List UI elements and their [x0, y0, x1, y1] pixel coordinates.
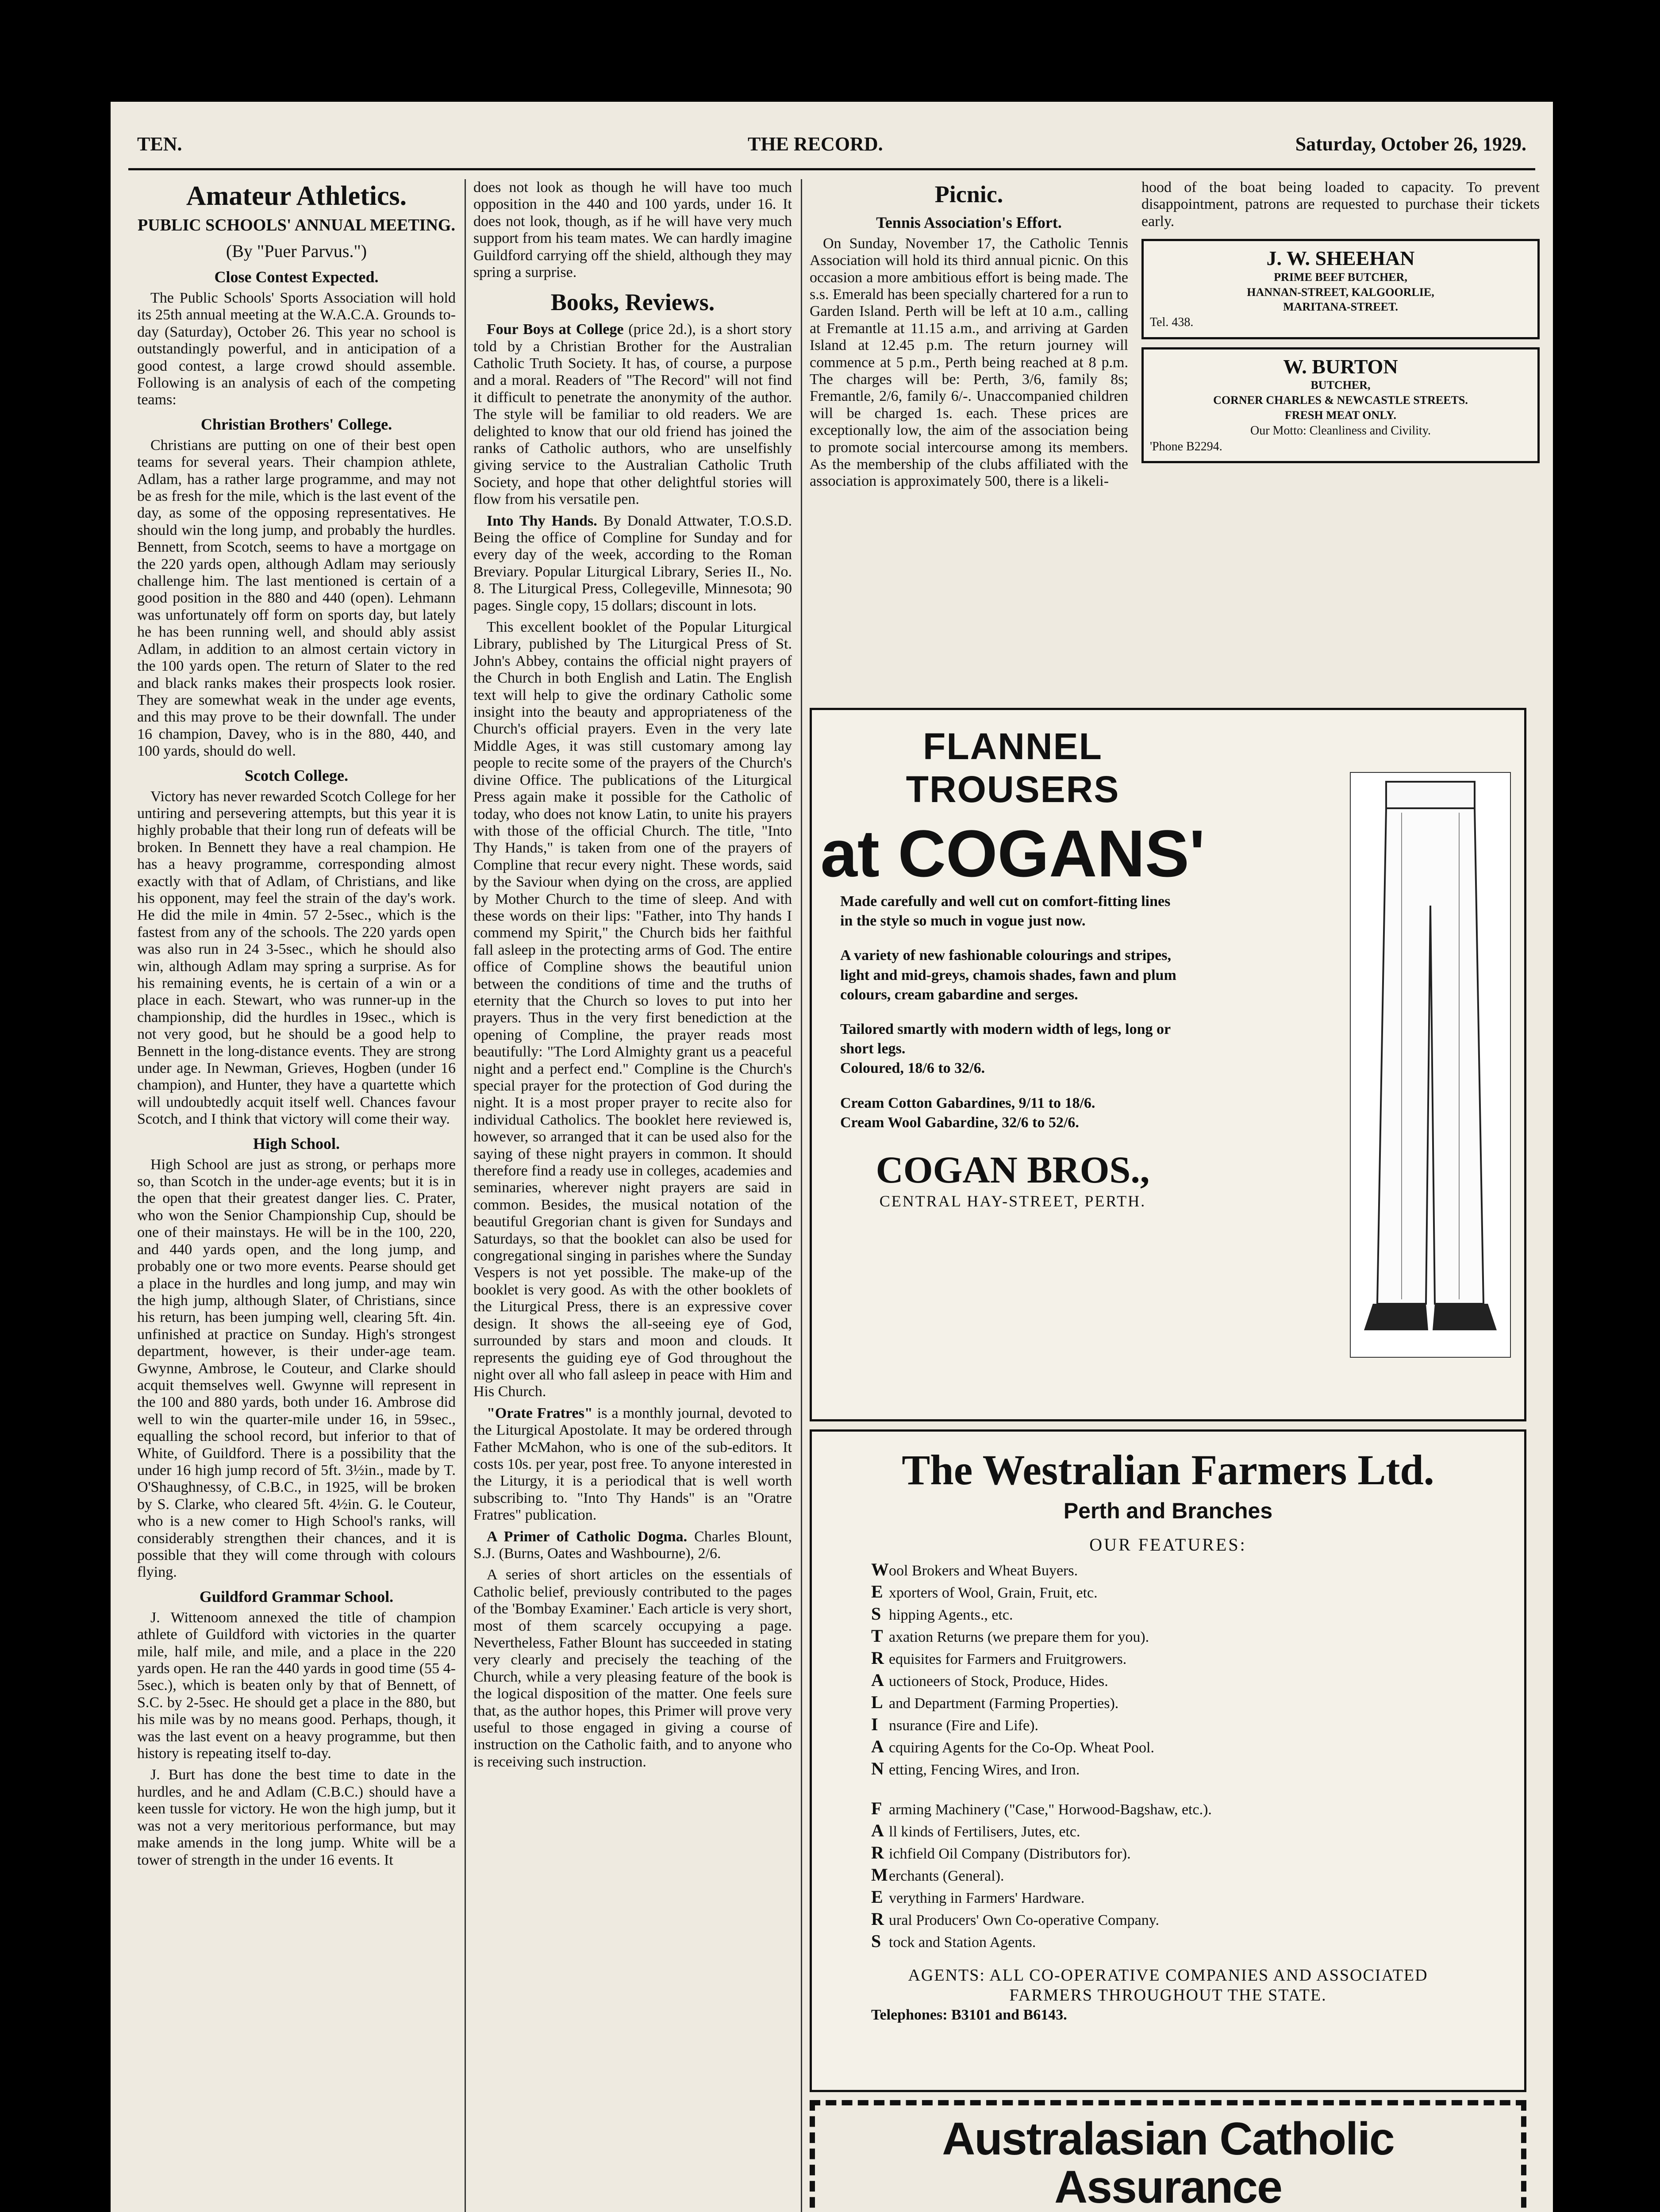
feature-text: ool Brokers and Wheat Buyers.	[889, 1562, 1078, 1579]
ad-headline: FLANNEL TROUSERS	[906, 726, 1120, 810]
paragraph: J. Burt has done the best time to date in the hurdles, and he and Adlam (C.B.C.) should have a keen tussle for victory. He won the high jump, but it was not a very meritorious performance, but may make amends in the long jump. White will be a tower of strength in the under 16 events. It	[137, 1767, 456, 1868]
ad-line: MARITANA-STREET.	[1283, 300, 1398, 314]
trousers-icon	[1351, 773, 1510, 1357]
acrostic-letter: M	[871, 1864, 888, 1885]
acrostic-letter: A	[871, 1736, 884, 1756]
review-paragraph: Four Boys at College (price 2d.), is a short story told by a Christian Brother for the Australian Catholic Truth Society. It has, of course, a purpose and a moral. Readers of "The Record" will not find it difficult to penetrate the anonymity of the author. The style will be familiar to old readers. We are delighted to know that our old friend has joined the ranks of Catholic authors, who are unselfishly giving service to the Australian Catholic Truth Society, and hope that other delightful stories will flow from his versatile pen.	[473, 321, 792, 508]
article-title-books: Books, Reviews.	[550, 289, 715, 316]
feature-text: ichfield Oil Company (Distributors for).	[889, 1845, 1131, 1862]
feature-item	[871, 1886, 1518, 1908]
acrostic-letter: A	[871, 1670, 884, 1690]
column-ads-top	[1141, 179, 1540, 697]
ad-brand: COGAN BROS.,	[876, 1148, 1150, 1191]
ad-line: HANNAN-STREET, KALGOORLIE,	[1247, 285, 1434, 299]
features-list	[871, 1559, 1518, 1780]
paragraph: On Sunday, November 17, the Catholic Tennis Association will hold its third annual picnic. On this occasion a more ambitious effort is being made. The s.s. Emerald has been specially chartered for a run to Garden Island. Perth will be left at 10 a.m., calling at Fremantle at 11.15 a.m., and arriving at Garden Island at 12.45 p.m. The return journey will commence at 5 p.m., Perth being reached at 8 p.m. The charges will be: Perth, 3/6, family 8s; Fremantle, 2/6, family 6/-. Unaccompanied children will be charged 1s. each. These prices are exceptionally low, the aim of the association being to promote social intercourse among its members. As the membership of the clubs affiliated with the association is approximately 500, there is a likeli-	[810, 235, 1128, 490]
trousers-illustration	[1350, 772, 1511, 1358]
agents-line: FARMERS THROUGHOUT THE STATE.	[1009, 1986, 1327, 2005]
feature-text: hipping Agents., etc.	[889, 1606, 1013, 1623]
feature-item	[871, 1758, 1518, 1780]
article-title-picnic: Picnic.	[934, 181, 1003, 207]
feature-item	[871, 1603, 1518, 1625]
agents-line: AGENTS: ALL CO-OPERATIVE COMPANIES AND ASSOCIATED	[908, 1966, 1428, 1985]
feature-item	[871, 1647, 1518, 1669]
acrostic-letter: R	[871, 1909, 884, 1929]
column-athletics	[137, 179, 456, 2212]
ad-catholic-assurance	[810, 2100, 1526, 2212]
feature-item	[871, 1930, 1518, 1952]
feature-item	[871, 1908, 1518, 1930]
acrostic-letter: N	[871, 1758, 884, 1778]
ad-westralian-farmers	[810, 1429, 1526, 2092]
feature-text: etting, Fencing Wires, and Iron.	[889, 1761, 1080, 1778]
feature-item	[871, 1820, 1518, 1842]
ad-line: BUTCHER,	[1310, 379, 1371, 392]
ad-subheadline: Perth and Branches	[1063, 1498, 1273, 1523]
paragraph: J. Wittenoom annexed the title of champion athlete of Guildford with victories in the quarter mile, half mile, and mile, and a place in the 220 yards open. He ran the 440 yards in good time (55 4-5sec.), which is beaten only by that of Bennett, of S.C. by 2-5sec. He should get a place in the 880, but his mile was by no means good. Perhaps, though, it was the last event on a heavy programme, but then history is repeating itself to-day.	[137, 1609, 456, 1762]
feature-text: uctioneers of Stock, Produce, Hides.	[889, 1673, 1108, 1690]
review-paragraph: A Primer of Catholic Dogma. Charles Blount, S.J. (Burns, Oates and Washbourne), 2/6.	[473, 1528, 792, 1562]
masthead: THE RECORD.	[748, 133, 883, 155]
feature-item	[871, 1625, 1518, 1647]
article-subtitle: PUBLIC SCHOOLS' ANNUAL MEETING.	[138, 216, 455, 235]
feature-text: verything in Farmers' Hardware.	[889, 1889, 1085, 1906]
ad-address: CENTRAL HAY-STREET, PERTH.	[879, 1192, 1146, 1210]
ad-cogans-wrap	[810, 708, 1526, 2212]
feature-item	[871, 1713, 1518, 1736]
section-heading: Christian Brothers' College.	[200, 415, 392, 433]
paragraph: hood of the boat being loaded to capacity. To prevent disappointment, patrons are requested to purchase their tickets early.	[1141, 179, 1540, 230]
feature-text: tock and Station Agents.	[889, 1934, 1036, 1951]
acrostic-letter: E	[871, 1886, 883, 1907]
acrostic-letter: E	[871, 1581, 883, 1601]
ad-headline: at COGANS'	[820, 816, 1205, 891]
ad-copy: Made carefully and well cut on comfort-fitting lines in the style so much in vogue just now. A variety of new fashionable colourings and stripes, light and mid-greys, chamois shades, fawn and plum colours, cream gabardine and serges. Tailored smartly with modern width of legs, long or short legs. Coloured, 18/6 to 32/6. Cream Cotton Gabardines, 9/11 to 18/6. Cream Wool Gabardine, 32/6 to 52/6.	[840, 893, 1176, 1131]
feature-text: xporters of Wool, Grain, Fruit, etc.	[889, 1584, 1098, 1601]
ad-headline: Australasian Catholic Assurance	[942, 2113, 1394, 2212]
article-title-athletics: Amateur Athletics.	[186, 181, 407, 211]
paragraph: This excellent booklet of the Popular Liturgical Library, published by The Liturgical Press of St. John's Abbey, contains the official night prayers of the Church in both English and Latin. The English text will help to give the ordinary Catholic some insight into the beauty and appropriateness of the Church's official prayers. Even in the very late Middle Ages, it was still customary among lay people to recite some of the prayers of the Church's divine Office. The publications of the Liturgical Press again make it possible for the Catholic of today, who does not know Latin, to unite his prayers with those of the official Church. The title, "Into Thy Hands," is taken from one of the prayers of Compline that recur every night. These words, said by the Saviour when dying on the cross, are applied by Mother Church to the time of sleep. And with these words on their lips: "Father, into Thy hands I commend my Spirit," the Church bids her faithful fall asleep in the protecting arms of God. The entire office of Compline shows the beautiful union between the conditions of time and the truths of eternity that the Church so loves to put into her prayers. Thus in the very first benediction at the opening of Compline, the prayer reads most beautifully: "The Lord Almighty grant us a peaceful night and a perfect end." Compline is the Church's special prayer for the protection of God during the night. It is a most proper prayer to recite also for individual Catholics. The booklet here reviewed is, however, so arranged that it can be used also for the saying of these night prayers in common. It should therefore find a ready use in colleges, academies and seminaries, wherever night prayers are said in common. Besides, the musical notation of the beautiful Gregorian chant is given for Sundays and Saturdays, so that the booklet can also be used for congregational singing in parishes where the Sunday Vespers is not yet possible. The make-up of the booklet is very good. As with the other booklets of the Liturgical Press, there is an expressive cover design. It shows the all-seeing eye of God, surrounded by stars and moon and clouds. It represents the guiding eye of God throughout the night over all who fall asleep in peace with Him and His Church.	[473, 619, 792, 1400]
review-paragraph: "Orate Fratres" is a monthly journal, devoted to the Liturgical Apostolate. It may be ordered through Father McMahon, who is one of the sub-editors. It costs 10s. per year, post free. To anyone interested in the Liturgy, it is a periodical that is well worth subscribing to. "Into Thy Hands" is an "Oratre Fratres" publication.	[473, 1405, 792, 1524]
ad-tel: 'Phone B2294.	[1150, 439, 1222, 453]
feature-item	[871, 1691, 1518, 1713]
ad-line: CORNER CHARLES & NEWCASTLE STREETS.	[1213, 393, 1468, 407]
review-paragraph: Into Thy Hands. By Donald Attwater, T.O.S.D. Being the office of Compline for Sunday and for every day of the week, according to the Roman Breviary. Popular Liturgical Library, Series II., No. 8. The Liturgical Press, Collegeville, Minnesota; 90 pages. Single copy, 15 dollars; discount in lots.	[473, 512, 792, 614]
ad-cogans	[810, 708, 1526, 1421]
feature-text: ll kinds of Fertilisers, Jutes, etc.	[889, 1823, 1080, 1840]
ad-sheehan	[1141, 239, 1540, 339]
ad-name: W. BURTON	[1283, 355, 1398, 378]
acrostic-letter: S	[871, 1603, 881, 1624]
section-heading: High School.	[253, 1134, 340, 1152]
features-heading: OUR FEATURES:	[1089, 1534, 1247, 1555]
feature-text: cquiring Agents for the Co-Op. Wheat Pool.	[889, 1739, 1154, 1756]
kicker: Close Contest Expected.	[214, 268, 379, 286]
feature-item	[871, 1842, 1518, 1864]
feature-item	[871, 1581, 1518, 1603]
column-divider	[465, 179, 466, 2212]
column-books	[473, 179, 792, 2212]
feature-text: nsurance (Fire and Life).	[889, 1717, 1038, 1734]
ad-line: PRIME BEEF BUTCHER,	[1274, 270, 1407, 284]
ad-line: FRESH MEAT ONLY.	[1284, 408, 1397, 422]
feature-text: equisites for Farmers and Fruitgrowers.	[889, 1651, 1127, 1667]
paragraph: High School are just as strong, or perhaps more so, than Scotch in the under-age events; but it is in the open that their greatest danger lies. C. Prater, who won the Senior Championship Cup, should be one of their mainstays. He will be in the 100, 220, and 440 yards open, and the long jump, and probably one or two more events. Pearse should get a place in the hurdles and long jump, and may win the high jump, although Slater, of Christians, since his return, has been jumping well, clearing 5ft. 4in. unfinished at practice on Sunday. High's strongest department, however, is their under-age team. Gwynne, Ambrose, le Couteur, and Clarke should acquit themselves well. Gwynne will represent in the 100 and 880 yards, both under 16. Ambrose did well to win the quarter-mile under 16, in 59sec., equalling the school record, but inferior to that of White, of Guildford. There is a possibility that the under 16 high jump record of 5ft. 3½in., made by T. O'Shaughnessy, of C.B.C., in 1925, will be broken by S. Clarke, who cleared 5ft. 4½in. G. le Couteur, who is a new comer to High School's ranks, will considerably strengthen their chances, and it is possible that they will come through with colours flying.	[137, 1156, 456, 1581]
section-heading: Scotch College.	[245, 766, 348, 784]
paragraph: The Public Schools' Sports Association will hold its 25th annual meeting at the W.A.C.A. Grounds to-day (Saturday), October 26. This year no school is outstandingly powerful, and in anticipation of a good contest, a large crowd should assemble. Following is an analysis of each of the competing teams:	[137, 289, 456, 408]
newspaper-page	[111, 102, 1553, 2212]
ad-burton	[1141, 347, 1540, 464]
acrostic-letter: W	[871, 1559, 889, 1579]
feature-text: axation Returns (we prepare them for you).	[889, 1628, 1149, 1645]
acrostic-letter: T	[871, 1625, 883, 1646]
acrostic-letter: R	[871, 1647, 884, 1668]
kicker: Tennis Association's Effort.	[876, 213, 1062, 231]
features-list	[871, 1797, 1518, 1952]
page-number: TEN.	[137, 133, 182, 155]
byline: (By "Puer Parvus.")	[226, 241, 367, 261]
ad-tel: Tel. 438.	[1150, 315, 1194, 330]
feature-text: and Department (Farming Properties).	[889, 1695, 1119, 1712]
paragraph: Victory has never rewarded Scotch College for her untiring and persevering attempts, but this year it is highly probable that their long run of defeats will be broken. In Bennett they have a real champion. He has a heavy programme, corresponding almost exactly with that of Adlam, of Christians, and like his opponent, may feel the strain of the day's work. He did the mile in 4min. 57 2-5sec., which is the fastest from any of the schools. The 220 yards open was also run in 24 3-5sec., which he should also win, although Adlam may spring a surprise. As for his remaining events, he is certain of a win or a place in each. Stewart, who was runner-up in the championship, did the hurdles in 19sec., which is not very good, but he should be a good help to Bennett in the long-distance events. They are strong under age. In Newman, Grieves, Hogben (under 16 champion), and Hunter, they have a quartette which will undoubtedly acquit itself well. Chances favour Scotch, and I think that victory will come their way.	[137, 788, 456, 1128]
paragraph: A series of short articles on the essentials of Catholic belief, previously contributed to the pages of the 'Bombay Examiner.' Each article is very short, most of them scarcely occupying a page. Nevertheless, Father Blount has succeeded in stating very clearly and precisely the teaching of the Church, while a very pleasing feature of the book is the logical disposition of the matter. One feels sure that, as the author hopes, this Primer will prove very useful to those engaged in giving a course of instruction on the Catholic faith, and to anyone who is receiving such instruction.	[473, 1567, 792, 1770]
ad-line: Our Motto: Cleanliness and Civility.	[1250, 423, 1431, 438]
feature-text: ural Producers' Own Co-operative Company.	[889, 1912, 1160, 1928]
feature-text: arming Machinery ("Case," Horwood-Bagshaw, etc.).	[889, 1801, 1212, 1818]
ad-name: J. W. SHEEHAN	[1266, 247, 1415, 270]
acrostic-letter: A	[871, 1820, 884, 1840]
acrostic-letter: R	[871, 1842, 884, 1863]
column-picnic	[810, 179, 1128, 697]
paragraph: Christians are putting on one of their best open teams for several years. Their champion athlete, Adlam, has a rather large programme, and may not be as fresh for the mile, which is the last event of the day, as some of the opposing representatives. He should win the long jump, and probably the hurdles. Bennett, from Scotch, seems to have a mortgage on the 220 yards open, although Adlam may seriously challenge him. The last mentioned is certain of a good position in the 880 and 440 (open). Lehmann was unfortunately off form on sports day, but lately he has been running well, and should ably assist Adlam, in addition to an almost certain victory in the 100 yards open. The return of Slater to the red and black ranks makes their prospects look rosier. They are somewhat weak in the under age events, and this may prove to be their downfall. The under 16 champion, Davey, who is in the 880, 440, and 100 yards, should do well.	[137, 437, 456, 760]
telephones: Telephones: B3101 and B6143.	[871, 2006, 1067, 2023]
ad-headline: The Westralian Farmers Ltd.	[902, 1446, 1434, 1494]
acrostic-letter: F	[871, 1798, 882, 1818]
acrostic-letter: I	[871, 1714, 878, 1734]
feature-item	[871, 1669, 1518, 1691]
feature-item	[871, 1559, 1518, 1581]
column-divider	[801, 179, 802, 2212]
feature-item	[871, 1736, 1518, 1758]
acrostic-letter: S	[871, 1931, 881, 1951]
paragraph: does not look as though he will have too much opposition in the 440 and 100 yards, under 16. It does not look, though, as if he will have very much support from his team mates. We can hardly imagine Guildford carrying off the shield, although they may spring a surprise.	[473, 179, 792, 281]
feature-item	[871, 1797, 1518, 1820]
acrostic-letter: L	[871, 1692, 883, 1712]
section-heading: Guildford Grammar School.	[199, 1587, 394, 1605]
feature-item	[871, 1864, 1518, 1886]
header-rule	[128, 168, 1535, 170]
issue-date: Saturday, October 26, 1929.	[1295, 133, 1526, 155]
feature-text: erchants (General).	[889, 1867, 1004, 1884]
